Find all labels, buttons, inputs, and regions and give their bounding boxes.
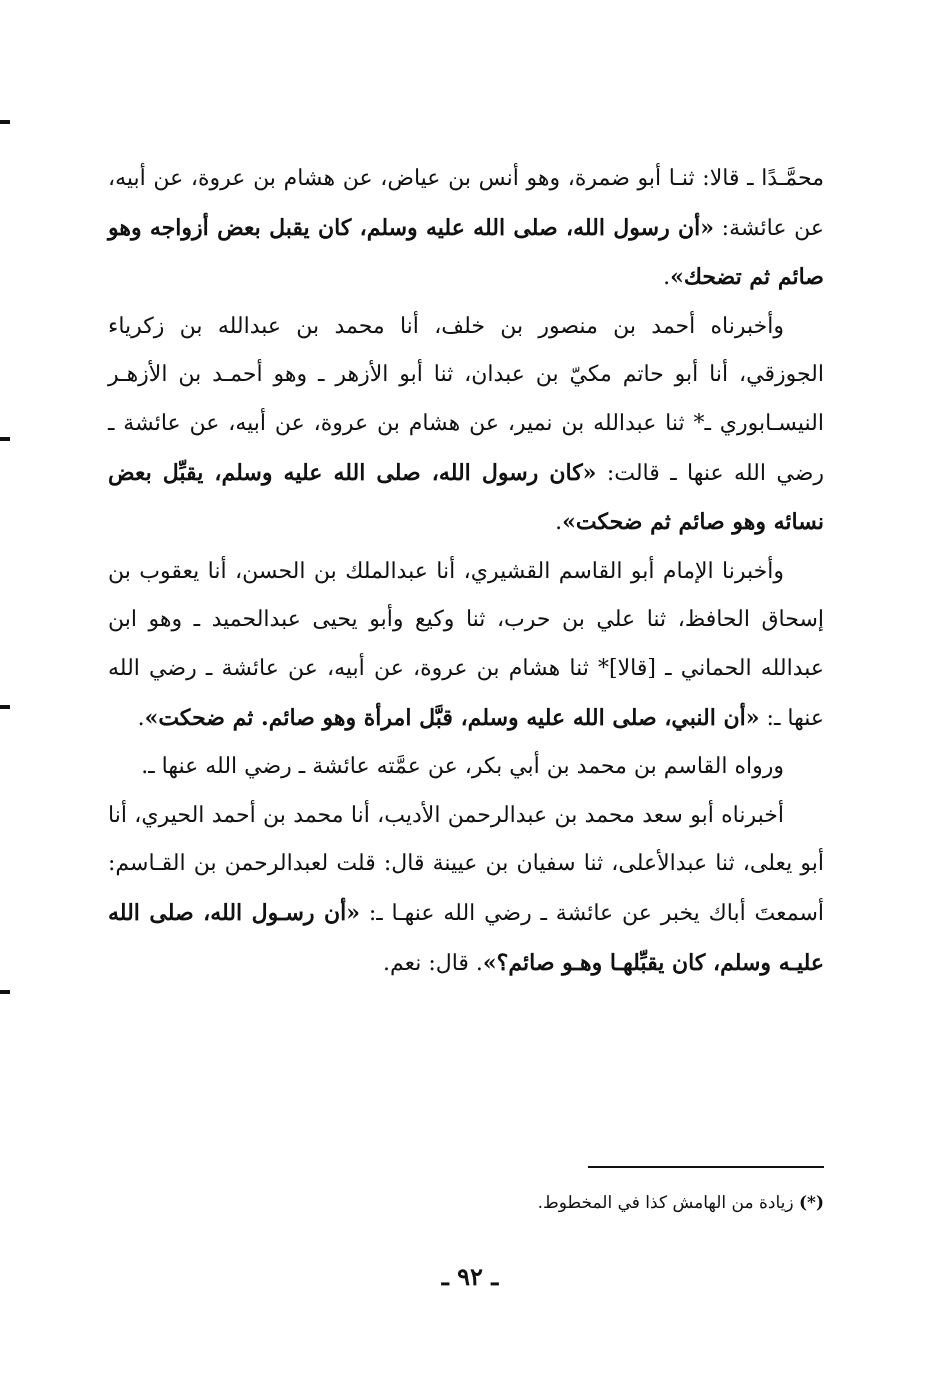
paragraph-5 (108, 792, 824, 988)
text-segment: . (137, 705, 145, 731)
text-segment: وأخبرنا الإمام أبو القاسم القشيري، أنا عبدالملك بن الحسن، أنا يعقوب بن إسحاق الحافظ، ثنا علي بن حرب، ثنا وكيع وأبو يحيى عبدالحميد ـ وهو ابن عبدالله الحماني ـ [قالا]* ثنا هشام بن عروة، عن أبيه، عن عائشة ـ رضي الله عنها ـ: (108, 558, 824, 731)
margin-mark (0, 120, 10, 124)
text-segment: وأخبرناه أحمد بن منصور بن خلف، أنا محمد بن عبدالله بن زكرياء الجوزقي، أنا أبو حاتم مكيّ بن عبدان، ثنا أبو الأزهر ـ وهو أحمـد بن الأزهـر النيسـابوري ـ* ثنا عبدالله بن نمير، عن هشام بن عروة، عن أبيه، عن عائشة ـ رضي الله عنها ـ قالت: (108, 313, 824, 486)
paragraph-1 (108, 155, 824, 303)
footnote (400, 1188, 824, 1218)
paragraph-3 (108, 548, 824, 743)
paragraph-4 (108, 743, 824, 792)
hadith-text: «كان رسول الله، صلى الله عليه وسلم، يقبِّل بعض نسائه وهو صائم ثم ضحكت» (108, 459, 824, 536)
footnote-text: زيادة من الهامش كذا في المخطوط. (537, 1193, 794, 1213)
margin-mark (0, 705, 10, 709)
text-segment: أخبرناه أبو سعد محمد بن عبدالرحمن الأديب، أنا محمد بن أحمد الحيري، أنا أبو يعلى، ثنا عبدالأعلى، ثنا سفيان بن عيينة قال: قلت لعبدالرحمن بن القـاسم: أسمعتَ أباك يخبر عن عائشة ـ رضي الله عنهـا ـ: (108, 802, 824, 926)
footnote-divider (588, 1166, 824, 1168)
text-segment: . (555, 510, 563, 536)
text-segment: . قال: نعم. (382, 950, 483, 976)
page-number: ـ ٩٢ ـ (441, 1262, 499, 1291)
margin-mark (0, 990, 10, 994)
hadith-text: «أن النبي، صلى الله عليه وسلم، قبَّل امرأة وهو صائم. ثم ضحكت» (144, 704, 760, 731)
text-segment: ورواه القاسم بن محمد بن أبي بكر، عن عمَّته عائشة ـ رضي الله عنها ـ. (141, 754, 784, 780)
text-segment: . (663, 265, 671, 291)
text-segment: محمَّـدًا ـ قالا: ثنـا أبو ضمرة، وهو أنس بن عياض، عن هشام بن عروة، عن أبيه، عن عائشة: (108, 166, 824, 241)
hadith-text: «أن رسول الله، صلى الله عليه وسلم، كان يقبل بعض أزواجه وهو صائم ثم تضحك» (108, 214, 824, 291)
main-text (108, 155, 824, 988)
margin-mark (0, 437, 10, 441)
hadith-text: «أن رسـول الله، صلى الله عليـه وسلم، كان يقبِّلهـا وهـو صائم؟» (108, 899, 824, 976)
footnote-marker: (*) (799, 1193, 824, 1213)
paragraph-2 (108, 303, 824, 548)
